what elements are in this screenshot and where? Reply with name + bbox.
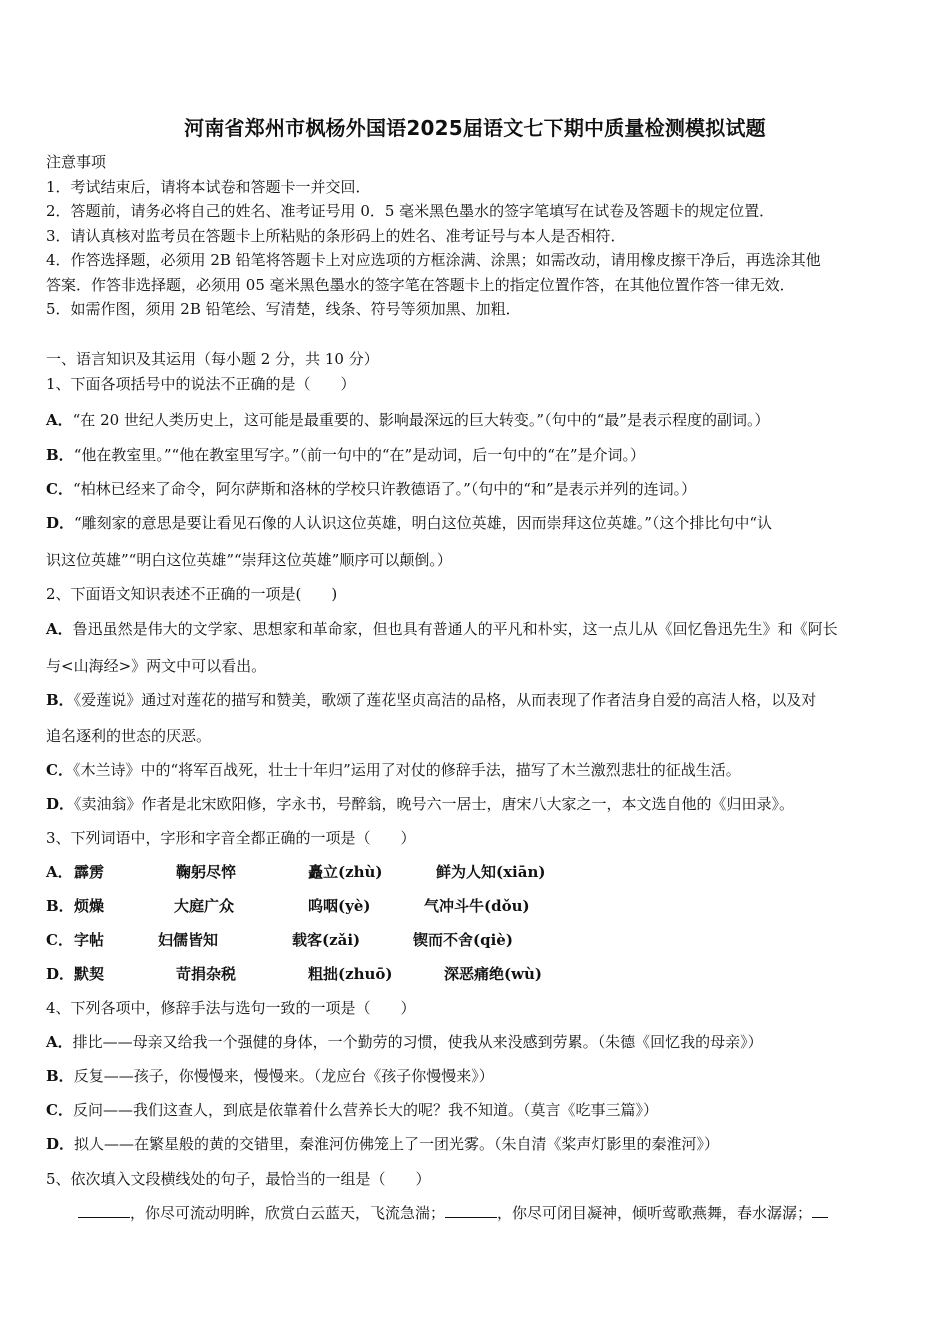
exam-title: 河南省郑州市枫杨外国语2025届语文七下期中质量检测模拟试题 [184,116,766,140]
option-word: 锲而不舍(qiè) [413,931,513,949]
option-word: 字帖 [74,931,105,949]
option-label: A． [46,1033,73,1051]
option-label: B． [46,446,74,464]
option-word: 气冲斗牛(dǒu) [424,897,530,915]
q2-option-b-cont: 追名逐利的世态的厌恶。 [46,727,212,745]
option-label: D． [46,795,75,813]
option-word: 呜咽(yè) [308,897,371,915]
notice-heading: 注意事项 [46,153,107,171]
option-text: 反复——孩子，你慢慢来，慢慢来。（龙应台《孩子你慢慢来》） [73,1067,494,1085]
notice-item: 5．如需作图，须用 2B 铅笔绘、写清楚，线条、符号等须加黑、加粗． [46,300,521,318]
option-text: 《卖油翁》作者是北宋欧阳修，字永书，号醉翁，晚号六一居士，唐宋八大家之一，本文选自他的《归田录》。 [74,795,795,813]
option-label: B． [46,897,74,915]
fill-blank [445,1203,497,1218]
option-label: A． [46,863,73,881]
option-word: 霹雳 [74,863,105,881]
option-text: “柏林已经来了命令，阿尔萨斯和洛林的学校只许教德语了。”（句中的“和”是表示并列的连词。） [72,480,697,498]
q4-option-d [46,1133,910,1155]
section-heading: 一、语言知识及其运用（每小题 2 分，共 10 分） [46,350,379,368]
q2-option-c [46,759,910,781]
q3-option-a [46,861,906,883]
q1-option-d [46,512,910,534]
q3-option-d [46,963,906,985]
option-label: B． [46,691,74,709]
notice-item: 答案．作答非选择题，必须用 05 毫米黑色墨水的签字笔在答题卡上的指定位置作答，在其他位置作答一律无效． [46,275,795,294]
option-word: 鞠躬尽悴 [176,863,237,881]
option-text: 《爱莲说》通过对莲花的描写和赞美，歌颂了莲花坚贞高洁的品格，从而表现了作者洁身自爱的高洁人格，以及对 [73,691,817,709]
option-label: C． [46,931,73,949]
option-label: C． [46,480,73,498]
option-word: 默契 [74,965,105,983]
option-label: A． [46,411,73,429]
passage-text: ，你尽可流动明眸，欣赏白云蓝天，飞流急湍； [130,1204,446,1222]
q3-option-b [46,895,906,917]
q2-option-a-cont: 与<山海经>》两文中可以看出。 [46,657,267,675]
option-word: 载客(zǎi) [292,931,361,949]
notice-item: 4．作答选择题，必须用 2B 铅笔将答题卡上对应选项的方框涂满、涂黑；如需改动，请用橡皮擦干净后，再选涂其他 [46,251,821,269]
option-text: “雕刻家的意思是要让看见石像的人认识这位英雄，明白这位英雄，因而崇拜这位英雄。”（这个排比句中“认 [74,514,773,532]
q4-option-a [46,1031,910,1053]
passage-text: ，你尽可闭目凝神，倾听莺歌燕舞，春水潺潺； [497,1204,813,1222]
option-word: 大庭广众 [174,897,235,915]
question-2-stem: 2、下面语文知识表述不正确的一项是( ) [46,585,338,603]
option-label: D． [46,1135,75,1153]
option-word: 妇儒皆知 [158,931,219,949]
option-word: 烦燥 [74,897,105,915]
question-5-stem: 5、依次填入文段横线处的句子，最恰当的一组是（ ） [46,1170,431,1188]
option-text: “在 20 世纪人类历史上，这可能是最重要的、影响最深远的巨大转变。”（句中的“最”是表示程度的副词。） [72,411,770,429]
notice-item: 2．答题前，请务必将自己的姓名、准考证号用 0．5 毫米黑色墨水的签字笔填写在试卷及答题卡的规定位置． [46,202,775,220]
option-text: 《木兰诗》中的“将军百战死，壮士十年归”运用了对仗的修辞手法，描写了木兰激烈悲壮的征战生活。 [72,761,741,779]
option-label: C． [46,1101,73,1119]
option-label: B． [46,1067,74,1085]
option-text: 排比——母亲又给我一个强健的身体，一个勤劳的习惯，使我从来没感到劳累。（朱德《回忆我的母亲》） [72,1033,763,1051]
fill-blank [78,1203,130,1218]
option-word: 鲜为人知(xiān) [436,863,546,881]
q1-option-c [46,478,910,500]
question-4-stem: 4、下列各项中，修辞手法与选句一致的一项是（ ） [46,999,416,1017]
q2-option-a [46,618,910,640]
q1-option-d-cont: 识这位英雄”“明白这位英雄”“崇拜这位英雄”顺序可以颠倒。） [46,551,452,569]
option-word: 深恶痛绝(wù) [444,965,543,983]
option-label: D． [46,965,75,983]
option-text: 拟人——在繁星般的黄的交错里，秦淮河仿佛笼上了一团光雾。（朱自清《桨声灯影里的秦淮河》） [74,1135,720,1153]
notice-item: 1．考试结束后，请将本试卷和答题卡一并交回． [46,177,371,196]
notice-block [46,150,911,322]
option-label: C． [46,761,73,779]
option-text: 鲁迅虽然是伟大的文学家、思想家和革命家，但也具有普通人的平凡和朴实，这一点儿从《回忆鲁迅先生》和《阿长 [72,620,838,638]
q1-option-b [46,444,910,466]
q4-option-c [46,1099,910,1121]
q5-passage [78,1202,910,1224]
question-1-stem: 1、下面各项括号中的说法不正确的是（ ） [46,375,356,393]
q2-option-d [46,793,910,815]
option-text: 反问——我们这查人，到底是依靠着什么营养长大的呢？我不知道。（莫言《吃事三篇》） [72,1101,658,1119]
option-word: 粗拙(zhuō) [308,965,393,983]
q1-option-a [46,409,910,431]
option-word: 矗立(zhù) [308,863,383,881]
option-label: A． [46,620,73,638]
q4-option-b [46,1065,910,1087]
option-text: “他在教室里。”“他在教室里写字。”（前一句中的“在”是动词，后一句中的“在”是介词。） [73,446,646,464]
q2-option-b [46,689,910,711]
option-label: D． [46,514,75,532]
notice-item: 3．请认真核对监考员在答题卡上所粘贴的条形码上的姓名、准考证号与本人是否相符． [46,226,626,245]
fill-blank [812,1203,828,1218]
q3-option-c [46,929,906,951]
question-3-stem: 3、下列词语中，字形和字音全都正确的一项是（ ） [46,829,416,847]
option-word: 苛捐杂税 [176,965,237,983]
